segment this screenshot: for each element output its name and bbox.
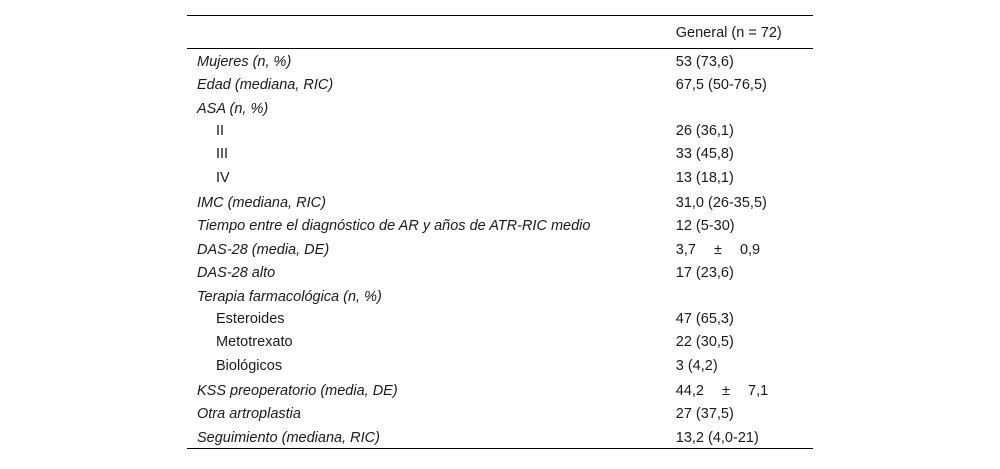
header-row <box>187 16 813 49</box>
plus-minus-sign: ± <box>713 241 722 258</box>
table-row <box>187 166 813 190</box>
row-label: DAS-28 alto <box>197 265 276 282</box>
row-value: 22 (30,5) <box>675 334 734 351</box>
table-row <box>187 260 813 284</box>
row-value: 3 (4,2) <box>675 357 718 374</box>
header-label-cell <box>187 16 676 49</box>
row-label: II <box>216 122 225 139</box>
row-value: 26 (36,1) <box>675 122 734 139</box>
header-value-cell: General (n = 72) <box>675 25 782 41</box>
mean-value: 44,2 <box>675 382 704 399</box>
table-row <box>187 190 813 214</box>
row-value: 12 (5-30) <box>675 218 735 235</box>
table-row <box>187 237 813 261</box>
row-label: Esteroides <box>216 310 285 327</box>
table-header <box>187 16 813 49</box>
row-label: KSS preoperatorio (media, DE) <box>197 382 398 399</box>
row-label: III <box>216 146 229 163</box>
row-value <box>676 284 813 308</box>
row-label: Metotrexato <box>216 334 293 351</box>
table-row <box>187 401 813 425</box>
row-value: 27 (37,5) <box>675 406 734 423</box>
row-label: Tiempo entre el diagnóstico de AR y años de ATR-RIC medio <box>197 218 591 235</box>
table-row <box>187 213 813 237</box>
sd-value: 7,1 <box>748 382 769 399</box>
row-value: 67,5 (50-76,5) <box>675 77 767 94</box>
row-value: 31,0 (26-35,5) <box>675 194 767 211</box>
row-label: Biológicos <box>216 357 283 374</box>
table-row <box>187 96 813 120</box>
row-label: DAS-28 (media, DE) <box>197 241 330 258</box>
row-value: 17 (23,6) <box>675 265 734 282</box>
row-label: IV <box>216 169 230 186</box>
row-label: Terapia farmacológica (n, %) <box>197 288 382 305</box>
table-row <box>187 307 813 331</box>
sd-value: 0,9 <box>739 241 761 258</box>
table-row <box>187 284 813 308</box>
table-row <box>187 425 813 449</box>
row-label: Seguimiento (mediana, RIC) <box>197 429 380 446</box>
table-body <box>187 49 813 449</box>
table-row <box>187 331 813 355</box>
row-value <box>676 96 813 120</box>
mean-value: 3,7 <box>675 241 696 258</box>
row-label: Edad (mediana, RIC) <box>197 77 334 94</box>
row-value <box>676 237 813 261</box>
row-value: 33 (45,8) <box>675 146 734 163</box>
row-value: 47 (65,3) <box>675 310 734 327</box>
table-row <box>187 143 813 167</box>
row-label: ASA (n, %) <box>197 100 269 117</box>
table-row <box>187 119 813 143</box>
row-label: IMC (mediana, RIC) <box>197 194 326 211</box>
table-row <box>187 378 813 402</box>
characteristics-table <box>187 15 813 449</box>
table-row <box>187 72 813 96</box>
plus-minus-sign: ± <box>722 382 730 399</box>
table-row <box>187 354 813 378</box>
row-value: 13 (18,1) <box>675 169 734 186</box>
row-label: Otra artroplastia <box>197 406 301 423</box>
row-value: 13,2 (4,0-21) <box>675 429 759 446</box>
row-label: Mujeres (n, %) <box>197 54 292 70</box>
table-row <box>187 49 813 73</box>
row-value: 53 (73,6) <box>675 54 734 70</box>
row-value <box>676 378 813 402</box>
